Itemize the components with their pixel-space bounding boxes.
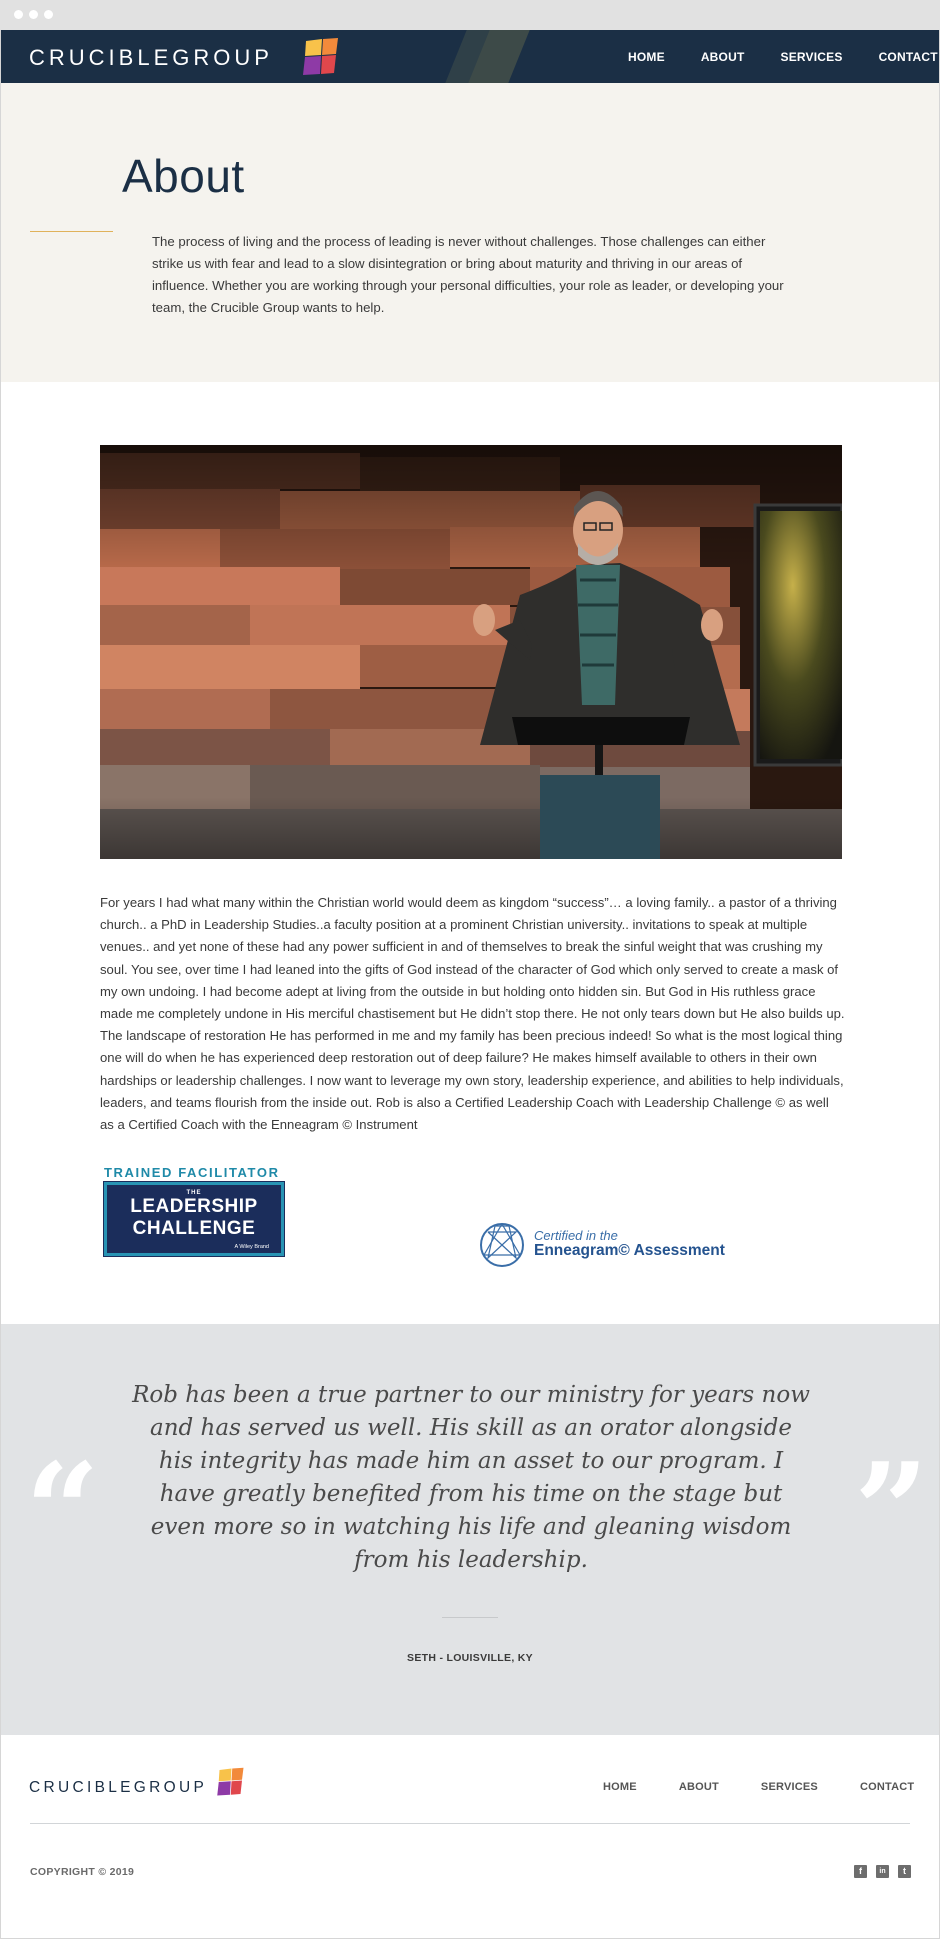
testimonial-quote: Rob has been a true partner to our ministry for years now and has served us well. His skill as an orator alongside his integrity has made him an asset to our program. I have greatly benefited from his time on the stage but even more so in watching his life and gleaning wisdom from his leadership.	[132, 1382, 810, 1573]
enneagram-line1: Certified in the	[534, 1228, 618, 1243]
copyright: COPYRIGHT © 2019	[30, 1866, 135, 1878]
badge-the: THE	[186, 1190, 202, 1196]
badge-line1: LEADERSHIP	[130, 1196, 258, 1217]
main-nav	[589, 30, 938, 83]
nav-about[interactable]: ABOUT	[700, 49, 745, 64]
footer-nav-services[interactable]: SERVICES	[760, 1781, 818, 1793]
site-header	[1, 30, 939, 83]
footer-divider	[30, 1823, 910, 1824]
nav-contact[interactable]: CONTACT	[878, 49, 938, 64]
site-logo[interactable]	[29, 45, 273, 71]
badge-line2: CHALLENGE	[132, 1218, 256, 1239]
enneagram-icon	[479, 1222, 525, 1268]
facebook-icon[interactable]: f	[854, 1865, 867, 1878]
enneagram-badge	[479, 1220, 739, 1268]
logo-text-light: GROUP	[172, 45, 273, 70]
testimonial-author: SETH - LOUISVILLE, KY	[407, 1652, 533, 1664]
page-title: About	[122, 150, 245, 202]
nav-home[interactable]: HOME	[628, 49, 665, 64]
footer-nav	[561, 1767, 914, 1807]
page-frame	[0, 30, 940, 1939]
twitter-icon[interactable]: t	[898, 1865, 911, 1878]
badge-box	[104, 1182, 284, 1256]
footer-nav-about[interactable]: ABOUT	[678, 1781, 719, 1793]
story-paragraph: For years I had what many within the Christian world would deem as kingdom “success”… a loving family.. a pastor of a thriving church.. a PhD in Leadership Studies..a faculty position at a prominent Christian university.. invitations to speak at multiple venues.. and yet none of these had any power sufficient in and of themselves to break the sinful weight that was crushing my soul. You see, over time I had leaned into the gifts of God instead of the character of God which only served to create a mask of my own undoing. I had become adept at living from the outside in but holding onto hidden sin. But God in His ruthless grace made me completely undone in His merciful chastisement but He didn’t stop there. He not only tears down but He also builds up. The landscape of restoration He has performed in me and my family has been precious indeed! So what is the most logical thing one will do when he has experienced deep restoration out of deep failure? He makes himself available to others in their own hardships or leadership challenges. I now want to leverage my own story, leadership experience, and abilities to help individuals, leaders, and teams flourish from the inside out. Rob is also a Certified Leadership Coach with Leadership Challenge © as well as a Certified Coach with the Enneagram © Instrument	[100, 895, 845, 1133]
window-dot-icon	[14, 10, 23, 19]
footer-nav-contact[interactable]: CONTACT	[859, 1781, 915, 1793]
hero-accent-rule	[30, 231, 113, 232]
linkedin-icon[interactable]: in	[876, 1865, 889, 1878]
close-quote-icon: ”	[854, 1434, 929, 1587]
browser-chrome	[0, 0, 940, 30]
badge-caption: TRAINED FACILITATOR	[104, 1165, 280, 1180]
badge-sub: A Wiley Brand	[234, 1244, 269, 1250]
testimonial-section	[1, 1324, 939, 1735]
logo-mark-icon	[300, 37, 340, 77]
about-hero	[1, 83, 939, 382]
hero-intro: The process of living and the process of leading is never without challenges. Those challenges can either strike us with fear and lead to a slow disintegration or bring about maturity and thriving in our areas of influence. Whether you are working through your personal difficulties, your role as leader, or developing your team, the Crucible Group wants to help.	[152, 234, 784, 315]
enneagram-line2: Enneagram© Assessment	[534, 1242, 725, 1259]
speaker-photo	[100, 445, 842, 859]
footer-nav-home[interactable]: HOME	[603, 1781, 637, 1793]
window-dot-icon	[29, 10, 38, 19]
testimonial-divider	[442, 1617, 498, 1618]
footer-logo-light: GROUP	[133, 1779, 208, 1796]
window-dot-icon	[44, 10, 53, 19]
footer-logo[interactable]	[29, 1779, 207, 1797]
footer-logo-bold: CRUCIBLE	[29, 1779, 134, 1796]
open-quote-icon: “	[25, 1434, 100, 1587]
nav-services[interactable]: SERVICES	[780, 49, 843, 64]
site-footer	[1, 1735, 939, 1939]
leadership-challenge-badge	[104, 1165, 286, 1261]
footer-logo-mark-icon	[215, 1767, 245, 1797]
logo-text-bold: CRUCIBLE	[29, 45, 173, 70]
